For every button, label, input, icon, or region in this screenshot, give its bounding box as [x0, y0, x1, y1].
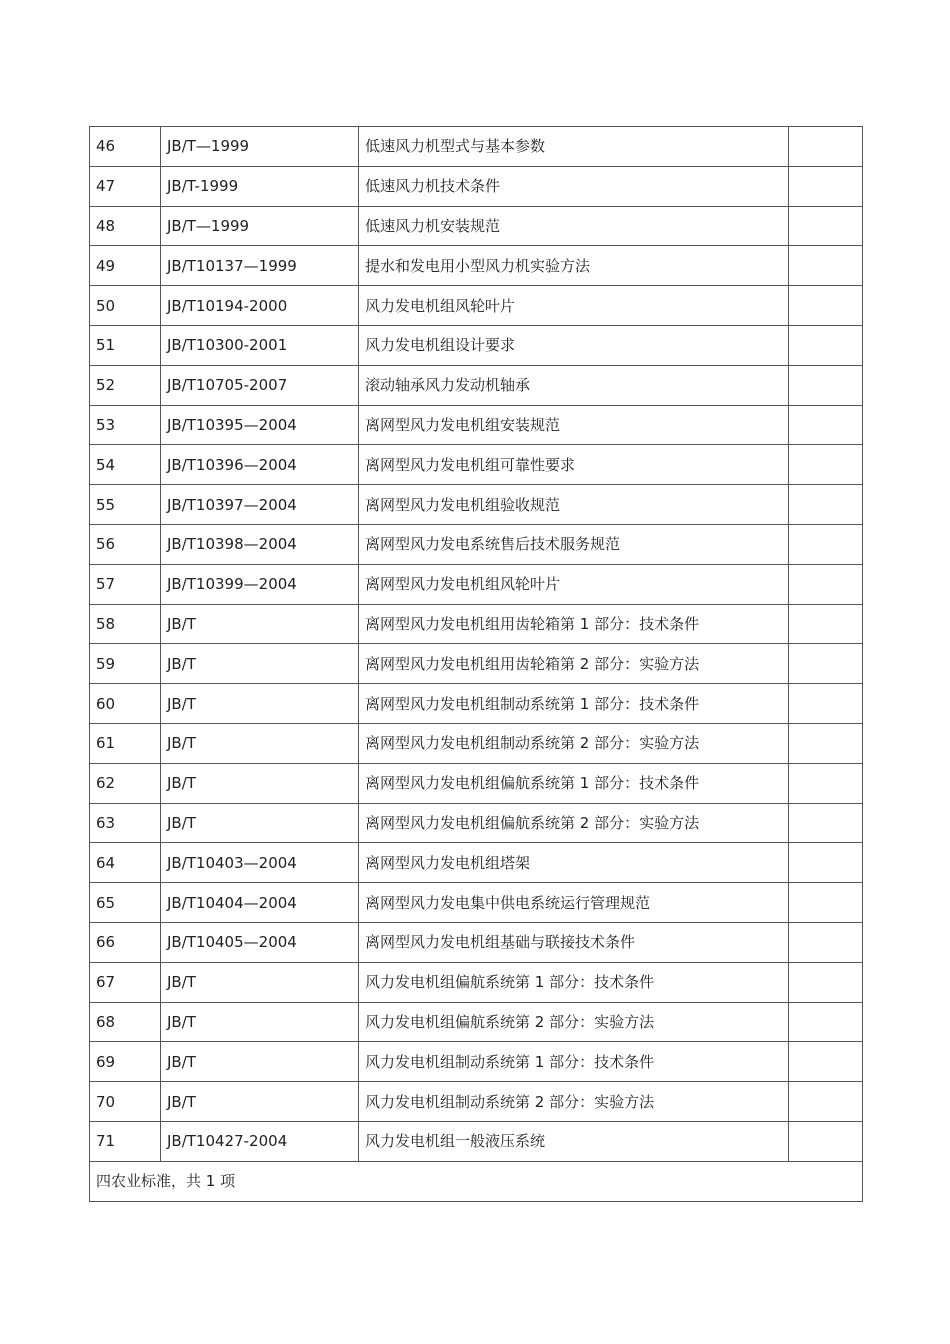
table-row [90, 286, 863, 326]
table-row [90, 763, 863, 803]
row-number-cell: 52 [90, 365, 161, 405]
standard-code-cell: JB/T [161, 803, 359, 843]
remarks-cell [789, 1082, 863, 1122]
standard-code-cell: JB/T—1999 [161, 127, 359, 167]
row-number-cell: 56 [90, 524, 161, 564]
table-row [90, 962, 863, 1002]
standard-code-cell: JB/T [161, 763, 359, 803]
row-number-cell: 57 [90, 564, 161, 604]
standard-name-cell: 低速风力机技术条件 [359, 166, 789, 206]
remarks-cell [789, 883, 863, 923]
standard-code-cell: JB/T10398—2004 [161, 524, 359, 564]
standard-name-cell: 离网型风力发电机组偏航系统第 1 部分：技术条件 [359, 763, 789, 803]
remarks-cell [789, 166, 863, 206]
remarks-cell [789, 723, 863, 763]
remarks-cell [789, 1002, 863, 1042]
row-number-cell: 50 [90, 286, 161, 326]
row-number-cell: 62 [90, 763, 161, 803]
table-row [90, 206, 863, 246]
standard-name-cell: 滚动轴承风力发动机轴承 [359, 365, 789, 405]
standard-name-cell: 离网型风力发电机组风轮叶片 [359, 564, 789, 604]
row-number-cell: 66 [90, 922, 161, 962]
remarks-cell [789, 524, 863, 564]
row-number-cell: 47 [90, 166, 161, 206]
table-row [90, 365, 863, 405]
remarks-cell [789, 1042, 863, 1082]
remarks-cell [789, 325, 863, 365]
standard-name-cell: 离网型风力发电集中供电系统运行管理规范 [359, 883, 789, 923]
standard-name-cell: 提水和发电用小型风力机实验方法 [359, 246, 789, 286]
standard-code-cell: JB/T10137—1999 [161, 246, 359, 286]
remarks-cell [789, 604, 863, 644]
remarks-cell [789, 564, 863, 604]
standard-name-cell: 离网型风力发电机组制动系统第 1 部分：技术条件 [359, 684, 789, 724]
standard-name-cell: 离网型风力发电机组塔架 [359, 843, 789, 883]
row-number-cell: 63 [90, 803, 161, 843]
table-row [90, 246, 863, 286]
standard-name-cell: 风力发电机组偏航系统第 1 部分：技术条件 [359, 962, 789, 1002]
standard-code-cell: JB/T [161, 684, 359, 724]
remarks-cell [789, 127, 863, 167]
standard-code-cell: JB/T10399—2004 [161, 564, 359, 604]
remarks-cell [789, 445, 863, 485]
row-number-cell: 54 [90, 445, 161, 485]
standard-name-cell: 离网型风力发电机组可靠性要求 [359, 445, 789, 485]
table-row [90, 166, 863, 206]
standard-code-cell: JB/T [161, 644, 359, 684]
remarks-cell [789, 803, 863, 843]
standard-name-cell: 离网型风力发电机组安装规范 [359, 405, 789, 445]
row-number-cell: 68 [90, 1002, 161, 1042]
row-number-cell: 46 [90, 127, 161, 167]
row-number-cell: 69 [90, 1042, 161, 1082]
remarks-cell [789, 763, 863, 803]
standard-code-cell: JB/T10405—2004 [161, 922, 359, 962]
standard-name-cell: 离网型风力发电机组偏航系统第 2 部分：实验方法 [359, 803, 789, 843]
standard-name-cell: 低速风力机型式与基本参数 [359, 127, 789, 167]
standard-name-cell: 风力发电机组偏航系统第 2 部分：实验方法 [359, 1002, 789, 1042]
table-row [90, 564, 863, 604]
remarks-cell [789, 1121, 863, 1161]
standard-name-cell: 风力发电机组制动系统第 2 部分：实验方法 [359, 1082, 789, 1122]
section-row [90, 1161, 863, 1201]
standard-code-cell: JB/T [161, 962, 359, 1002]
standard-code-cell: JB/T10395—2004 [161, 405, 359, 445]
standard-name-cell: 离网型风力发电机组制动系统第 2 部分：实验方法 [359, 723, 789, 763]
table-row [90, 1121, 863, 1161]
remarks-cell [789, 246, 863, 286]
table-row [90, 684, 863, 724]
standards-table-body [90, 127, 863, 1202]
standard-code-cell: JB/T10403—2004 [161, 843, 359, 883]
row-number-cell: 53 [90, 405, 161, 445]
table-row [90, 604, 863, 644]
standard-code-cell: JB/T [161, 1042, 359, 1082]
remarks-cell [789, 962, 863, 1002]
row-number-cell: 58 [90, 604, 161, 644]
standard-name-cell: 离网型风力发电机组用齿轮箱第 2 部分：实验方法 [359, 644, 789, 684]
row-number-cell: 49 [90, 246, 161, 286]
row-number-cell: 60 [90, 684, 161, 724]
row-number-cell: 61 [90, 723, 161, 763]
standard-code-cell: JB/T [161, 723, 359, 763]
table-row [90, 485, 863, 525]
remarks-cell [789, 286, 863, 326]
table-row [90, 1042, 863, 1082]
table-row [90, 883, 863, 923]
table-row [90, 405, 863, 445]
standard-name-cell: 风力发电机组设计要求 [359, 325, 789, 365]
row-number-cell: 65 [90, 883, 161, 923]
standard-name-cell: 低速风力机安装规范 [359, 206, 789, 246]
row-number-cell: 51 [90, 325, 161, 365]
standard-code-cell: JB/T10300-2001 [161, 325, 359, 365]
table-row [90, 803, 863, 843]
table-row [90, 1082, 863, 1122]
remarks-cell [789, 684, 863, 724]
table-row [90, 445, 863, 485]
table-row [90, 922, 863, 962]
standard-code-cell: JB/T [161, 604, 359, 644]
remarks-cell [789, 843, 863, 883]
section-heading: 四农业标准，共 1 项 [90, 1161, 863, 1201]
table-row [90, 843, 863, 883]
table-row [90, 127, 863, 167]
row-number-cell: 64 [90, 843, 161, 883]
table-row [90, 723, 863, 763]
remarks-cell [789, 485, 863, 525]
standards-table [89, 126, 863, 1202]
row-number-cell: 71 [90, 1121, 161, 1161]
row-number-cell: 55 [90, 485, 161, 525]
standard-name-cell: 离网型风力发电机组用齿轮箱第 1 部分：技术条件 [359, 604, 789, 644]
remarks-cell [789, 206, 863, 246]
standard-name-cell: 离网型风力发电机组基础与联接技术条件 [359, 922, 789, 962]
table-row [90, 644, 863, 684]
standard-code-cell: JB/T10705-2007 [161, 365, 359, 405]
standard-code-cell: JB/T-1999 [161, 166, 359, 206]
standard-name-cell: 风力发电机组制动系统第 1 部分：技术条件 [359, 1042, 789, 1082]
remarks-cell [789, 365, 863, 405]
standard-code-cell: JB/T [161, 1082, 359, 1122]
table-row [90, 524, 863, 564]
standard-code-cell: JB/T—1999 [161, 206, 359, 246]
standard-code-cell: JB/T10404—2004 [161, 883, 359, 923]
standard-code-cell: JB/T10427-2004 [161, 1121, 359, 1161]
standard-code-cell: JB/T10194-2000 [161, 286, 359, 326]
remarks-cell [789, 922, 863, 962]
row-number-cell: 59 [90, 644, 161, 684]
standard-name-cell: 离网型风力发电系统售后技术服务规范 [359, 524, 789, 564]
standard-name-cell: 风力发电机组风轮叶片 [359, 286, 789, 326]
remarks-cell [789, 405, 863, 445]
standard-code-cell: JB/T [161, 1002, 359, 1042]
row-number-cell: 48 [90, 206, 161, 246]
row-number-cell: 70 [90, 1082, 161, 1122]
row-number-cell: 67 [90, 962, 161, 1002]
standard-name-cell: 风力发电机组一般液压系统 [359, 1121, 789, 1161]
standard-code-cell: JB/T10397—2004 [161, 485, 359, 525]
remarks-cell [789, 644, 863, 684]
table-row [90, 1002, 863, 1042]
standard-name-cell: 离网型风力发电机组验收规范 [359, 485, 789, 525]
standard-code-cell: JB/T10396—2004 [161, 445, 359, 485]
table-row [90, 325, 863, 365]
